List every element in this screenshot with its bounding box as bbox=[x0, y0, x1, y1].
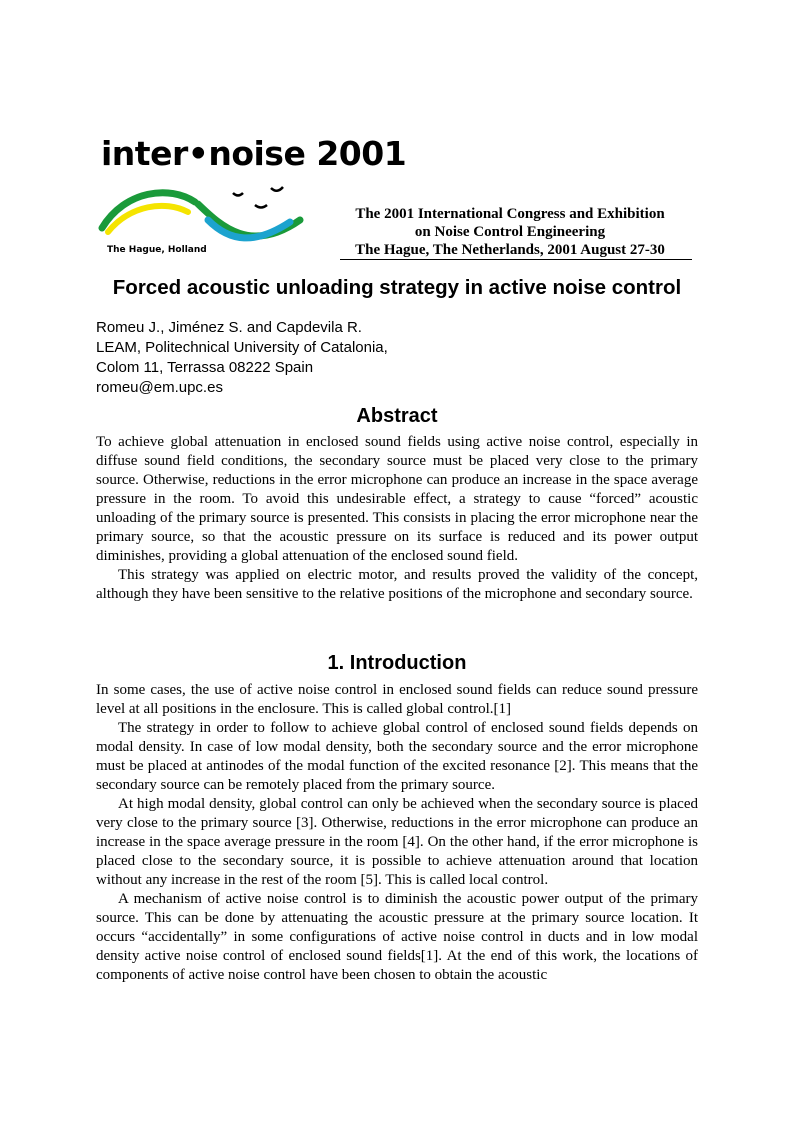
conference-logo-wordmark: inter•noise 2001 bbox=[101, 134, 407, 173]
header-rule bbox=[340, 259, 692, 260]
conference-name: The 2001 International Congress and Exhibition bbox=[355, 206, 665, 222]
abstract-paragraph: This strategy was applied on electric motor, and results proved the validity of the concept, although they have been sensitive to the relative positions of the microphone and secondary source. bbox=[96, 567, 698, 602]
introduction-paragraph: In some cases, the use of active noise control in enclosed sound fields can reduce sound pressure level at all positions in the enclosure. This is called global control.[1] bbox=[96, 682, 698, 717]
abstract-paragraph: To achieve global attenuation in enclosed sound fields using active noise control, especially in diffuse sound field conditions, the secondary source must be placed very close to the primary source. Otherwise, reductions in the error microphone can produce an increase in the space average pressure in the room. To avoid this undesirable effect, a strategy to cause “forced” acoustic unloading of the primary source is presented. This consists in placing the error microphone near the primary source, so that the acoustic pressure on its surface is reduced and its power output diminishes, providing a global attenuation of the enclosed sound field. bbox=[96, 434, 698, 564]
introduction-paragraph: The strategy in order to follow to achieve global control of enclosed sound fields depends on modal density. In case of low modal density, both the secondary source and the error microphone must be placed at antinodes of the modal function of the excited resonance [2]. This means that the secondary source can be remotely placed from the primary source. bbox=[96, 720, 698, 793]
conference-location-date: The Hague, The Netherlands, 2001 August 27-30 bbox=[355, 242, 665, 258]
introduction-heading: 1. Introduction bbox=[327, 652, 467, 674]
author-names: Romeu J., Jiménez S. and Capdevila R. bbox=[96, 319, 362, 336]
author-email: romeu@em.upc.es bbox=[96, 379, 223, 396]
author-affiliation: LEAM, Politechnical University of Catalonia, bbox=[96, 339, 388, 356]
conference-subtitle: on Noise Control Engineering bbox=[414, 224, 606, 240]
conference-logo-graphic bbox=[90, 180, 330, 250]
author-address: Colom 11, Terrassa 08222 Spain bbox=[96, 359, 314, 376]
conference-logo-city: The Hague, Holland bbox=[107, 245, 207, 255]
abstract-body bbox=[96, 433, 698, 604]
paper-title: Forced acoustic unloading strategy in active noise control bbox=[112, 276, 682, 299]
abstract-heading: Abstract bbox=[356, 405, 438, 427]
introduction-body bbox=[96, 681, 698, 985]
author-block bbox=[96, 318, 596, 398]
introduction-paragraph: A mechanism of active noise control is to diminish the acoustic power output of the primary source. This can be done by attenuating the acoustic pressure at the primary source location. It occurs “accidentally” in some configurations of active noise control in ducts and in low modal density active noise control of enclosed sound fields[1]. At the end of this work, the locations of components of active noise control have been chosen to obtain the acoustic bbox=[96, 891, 698, 983]
introduction-paragraph: At high modal density, global control can only be achieved when the secondary source is placed very close to the primary source [3]. Otherwise, reductions in the error microphone can produce an increase in the space average pressure in the room [4]. On the other hand, if the error microphone is placed close to the secondary source, it is possible to achieve attenuation around that location without any increase in the rest of the room [5]. This is called local control. bbox=[96, 796, 698, 888]
